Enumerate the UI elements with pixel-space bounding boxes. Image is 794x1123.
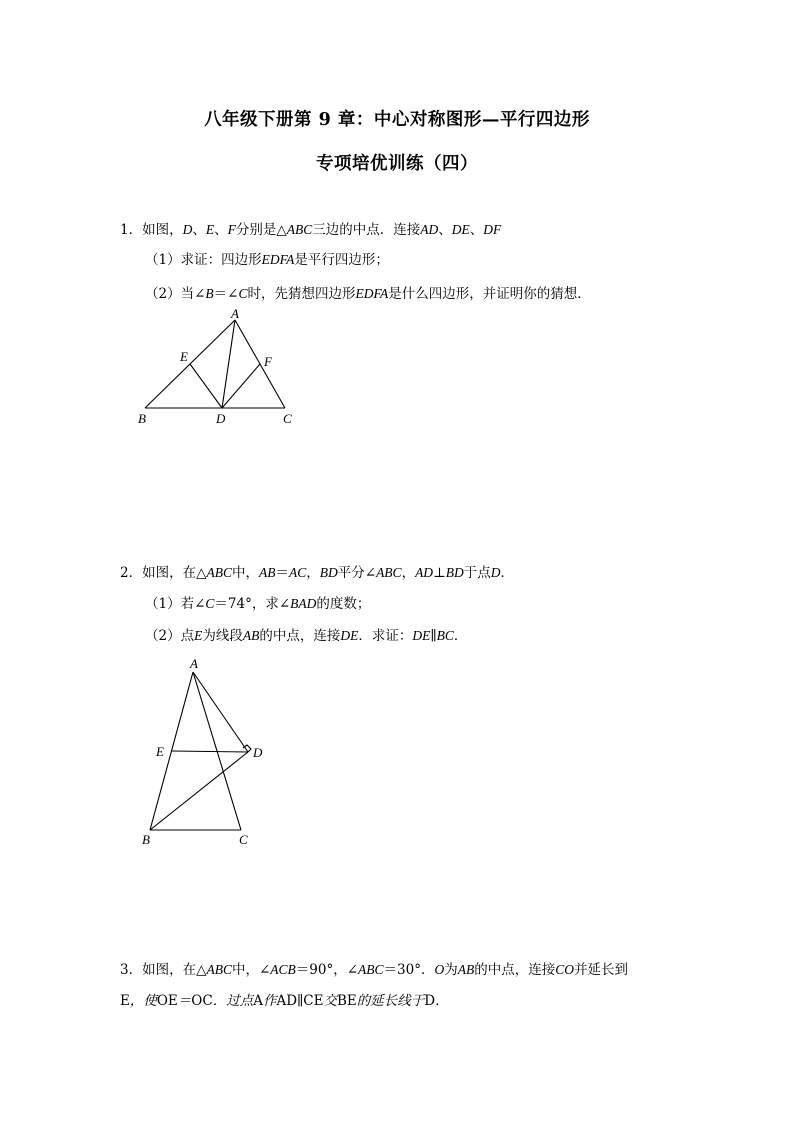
text-segment: 时，先猜想四边形 — [247, 286, 356, 302]
text-segment: ． — [500, 565, 515, 581]
math-symbol: DE — [340, 628, 359, 643]
text-segment: 的中点，连接 — [259, 628, 341, 644]
title-line-2: 专项培优训练（四） — [316, 154, 478, 174]
text-segment: ＝30°． — [383, 962, 435, 978]
math-symbol: C — [238, 286, 248, 301]
text-segment: 是什么四边形，并证明你的猜想． — [388, 286, 591, 302]
text-segment: 为 — [444, 962, 458, 978]
math-symbol: ABC — [206, 565, 232, 580]
text-segment: ．求证： — [358, 628, 413, 644]
math-symbol: ABC — [286, 222, 313, 237]
text-segment: （1）求证：四边形 — [145, 252, 262, 268]
text-segment: CE — [303, 993, 324, 1009]
text-segment: （2）点 — [145, 628, 195, 644]
fig2-label-B: B — [142, 832, 150, 847]
math-symbol: CO — [555, 962, 574, 977]
text-segment: AD — [276, 993, 298, 1009]
math-symbol: D — [182, 222, 193, 237]
text-segment: 中，∠ — [231, 962, 271, 978]
fig1-label-B: B — [138, 411, 146, 426]
text-segment: 为线段 — [202, 628, 243, 644]
math-symbol: ＝ — [177, 993, 192, 1008]
math-symbol: D — [490, 565, 501, 580]
text-segment: 如图，在△ — [142, 565, 207, 581]
math-symbol: ．过点 — [212, 993, 254, 1008]
text-segment: 并延长到 — [574, 962, 628, 978]
math-symbol: AC — [288, 565, 307, 580]
math-symbol: BD — [445, 565, 464, 580]
text-segment: 、 — [469, 222, 484, 238]
problem-1-part-2 — [145, 282, 591, 302]
text-segment: E — [120, 993, 130, 1009]
text-segment: 、 — [438, 222, 452, 238]
text-segment: 中， — [231, 565, 259, 581]
text-segment: ∥ — [430, 628, 437, 644]
fig1-label-D: D — [216, 411, 226, 426]
text-segment: 分别是△ — [235, 222, 287, 238]
text-segment: OE — [156, 993, 178, 1009]
text-segment: 平分∠ — [337, 565, 377, 581]
math-symbol: AD — [415, 565, 434, 580]
fig1-label-F: F — [264, 354, 272, 369]
fig1-label-E: E — [180, 349, 188, 364]
text-segment: 、 — [214, 222, 228, 238]
math-symbol: EDFA — [355, 286, 389, 301]
math-symbol: DE — [412, 628, 431, 643]
math-symbol: BC — [436, 628, 454, 643]
text-segment: 三边的中点．连接 — [312, 222, 421, 238]
problem-2-part-1 — [145, 592, 370, 612]
math-symbol: B — [205, 286, 214, 301]
text-segment: 如图，在△ — [142, 962, 207, 978]
math-symbol: AB — [457, 962, 475, 977]
math-symbol: ABC — [206, 962, 232, 977]
math-symbol: F — [227, 222, 236, 237]
math-symbol: DE — [451, 222, 470, 237]
text-segment: 的度数； — [316, 596, 371, 612]
text-segment: ＝∠ — [213, 286, 239, 302]
text-segment: 的中点，连接 — [474, 962, 556, 978]
math-symbol: ABC — [358, 962, 384, 977]
math-symbol: 作 — [262, 993, 277, 1008]
text-segment: （2）当∠ — [145, 286, 206, 302]
text-segment: ＝90°，∠ — [295, 962, 359, 978]
fig2-label-A: A — [190, 656, 198, 671]
fig2-label-D: D — [253, 745, 263, 760]
math-symbol: BAD — [290, 596, 317, 611]
text-segment: ． — [453, 628, 468, 644]
text-segment: ⊥ — [433, 565, 446, 581]
fig1-label-C: C — [283, 411, 292, 426]
problem-2-part-2 — [145, 624, 467, 644]
problem-1-figure — [130, 305, 310, 430]
math-symbol: ，使 — [129, 993, 157, 1008]
math-symbol: AB — [258, 565, 276, 580]
text-segment: 于点 — [463, 565, 491, 581]
math-symbol: E — [205, 222, 215, 237]
math-symbol: E — [194, 628, 203, 643]
problem-1-stem: 1．如图，D、E、F分别是△ABC三边的中点．连接AD、DE、DF — [120, 222, 502, 238]
text-segment: （1）若∠ — [145, 596, 206, 612]
problem-2-stem: 2．如图，在△ABC中，AB＝AC，BD平分∠ABC，AD⊥BD于点D． — [120, 565, 515, 581]
math-symbol: EDFA — [261, 252, 295, 267]
math-symbol: AD — [420, 222, 439, 237]
text-segment: BE — [336, 993, 357, 1009]
text-segment: OC — [191, 993, 213, 1009]
fig2-label-E: E — [156, 744, 164, 759]
title-line-1: 八年级下册第 9 章：中心对称图形—平行四边形 — [204, 110, 590, 130]
math-symbol: ∥ — [297, 993, 304, 1008]
problem-2-figure — [135, 655, 275, 850]
text-segment: A — [253, 993, 263, 1009]
problem-1-part-1 — [145, 248, 389, 268]
math-symbol: DF — [483, 222, 502, 237]
text-segment: ， — [401, 565, 416, 581]
math-symbol: C — [205, 596, 215, 611]
text-segment: 如图， — [142, 222, 183, 238]
text-segment: 是平行四边形； — [294, 252, 389, 268]
text-segment: D — [424, 993, 436, 1009]
text-segment: ， — [306, 565, 320, 581]
math-symbol: ACB — [270, 962, 296, 977]
problem-3-stem: 3．如图，在△ABC中，∠ACB＝90°，∠ABC＝30°．O为AB的中点，连接CO并延长到 — [120, 962, 628, 978]
fig1-label-A: A — [231, 306, 239, 321]
text-segment: ＝ — [275, 565, 289, 581]
text-segment: 、 — [192, 222, 206, 238]
math-symbol: O — [434, 962, 445, 977]
fig2-label-C: C — [239, 832, 248, 847]
problem-3-stem-continued — [120, 989, 449, 1009]
math-symbol: ABC — [376, 565, 402, 580]
math-symbol: BD — [319, 565, 338, 580]
text-segment: ＝74°，求∠ — [214, 596, 291, 612]
math-symbol: AB — [242, 628, 260, 643]
math-symbol: 交 — [323, 993, 337, 1008]
math-symbol: ． — [435, 993, 449, 1008]
math-symbol: 的延长线于 — [356, 993, 425, 1008]
